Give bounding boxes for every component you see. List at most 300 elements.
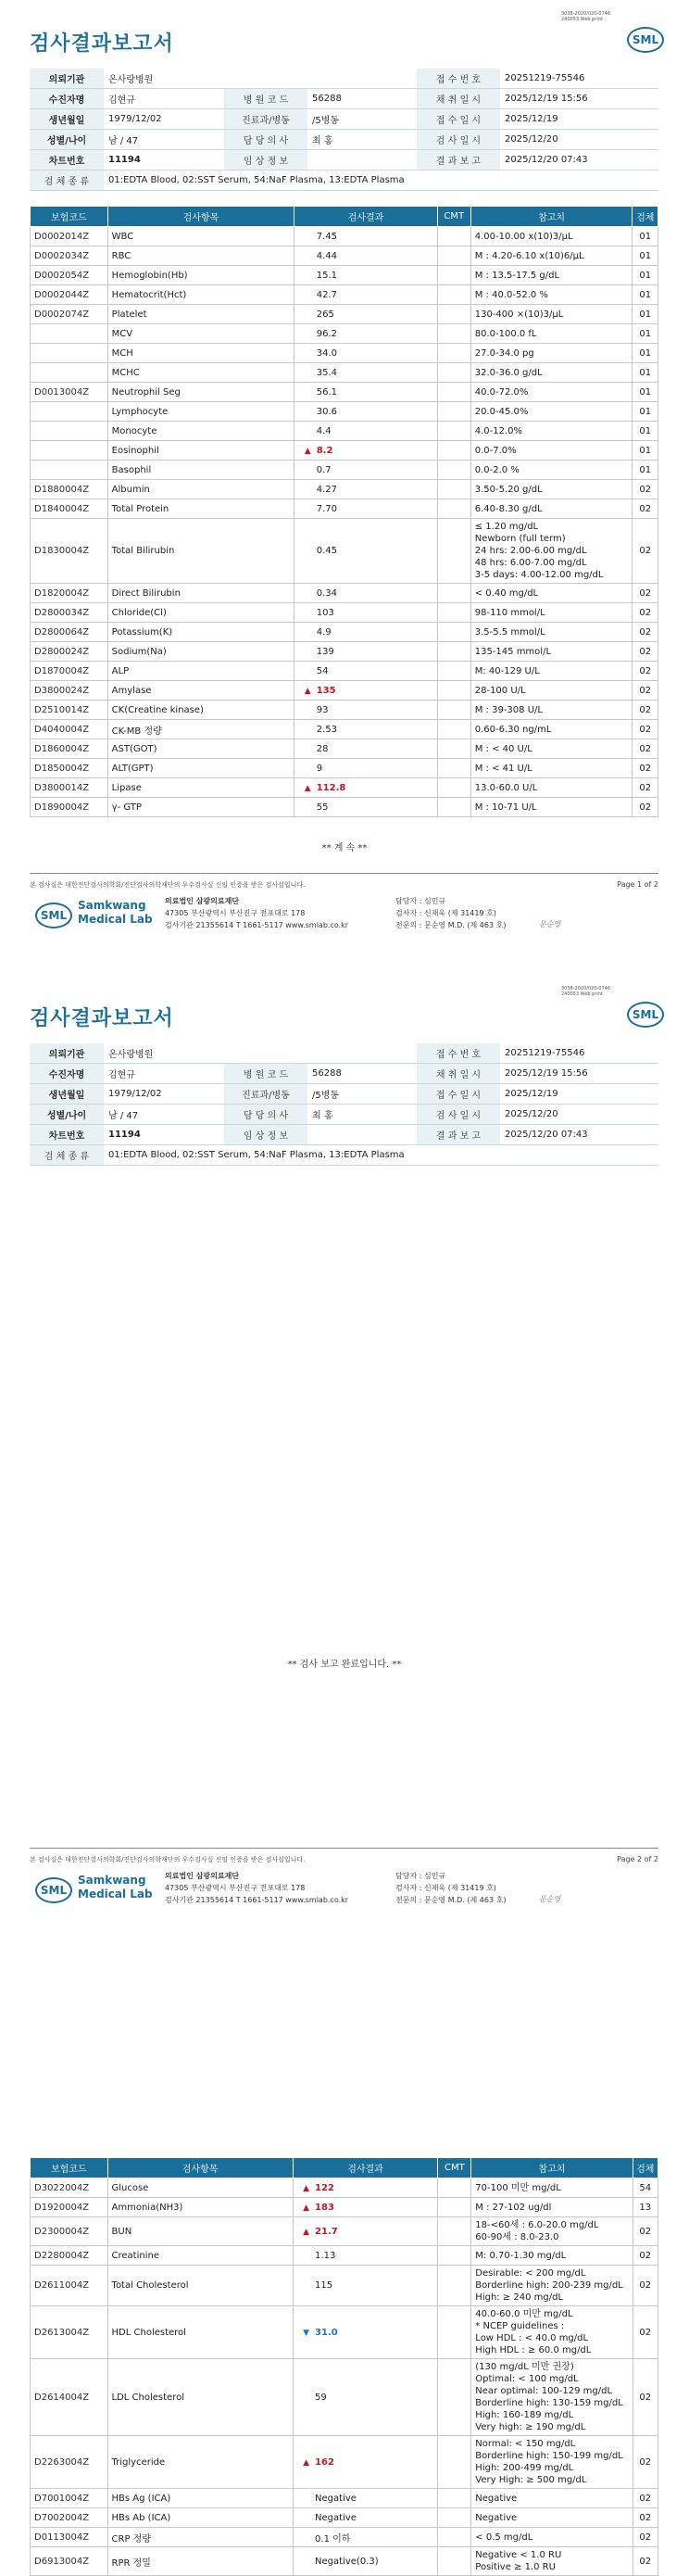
reference-line: Desirable: < 200 mg/dL [475, 2268, 586, 2279]
flag-cell [293, 2489, 311, 2508]
comment-cell [438, 2198, 471, 2217]
insurance-code: D2263004Z [31, 2436, 108, 2489]
table-row [31, 441, 658, 461]
specimen-code: 01 [633, 324, 658, 344]
reference-line: 3-5 days: 4.00-12.00 mg/dL [474, 570, 604, 580]
specimen-code: 02 [633, 2359, 658, 2436]
table-row [31, 305, 658, 324]
col-item: 검사항목 [107, 2158, 293, 2178]
sml-logo-footer: SML [35, 903, 72, 928]
test-result: 8.2 [313, 441, 437, 461]
label-hospital-code: 병 원 코 드 [224, 1064, 307, 1084]
reference-line: 6.40-8.30 g/dL [474, 503, 543, 514]
specimen-code: 01 [633, 266, 658, 285]
comment-cell [437, 662, 470, 681]
comment-cell [437, 324, 470, 344]
col-result: 검사결과 [293, 2158, 438, 2178]
footer-note: 본 검사실은 대한진단검사의학회/진단검사의학재단의 우수검사실 신임 인증을 받은 검사실입니다. [30, 1856, 306, 1863]
comment-cell [437, 441, 470, 461]
lab-name [78, 1874, 153, 1901]
insurance-code: D0002034Z [31, 246, 108, 266]
address: 47305 부산광역시 부산진구 전포대로 178 [165, 909, 306, 917]
reference-line: Very High: ≥ 500 mg/dL [475, 2475, 587, 2485]
triangle-up-icon: ▲ [303, 2203, 310, 2213]
test-result: 21.7 [311, 2217, 438, 2246]
label-specimen: 검 체 종 류 [30, 170, 104, 191]
value-requester: 온사랑병원 [104, 69, 417, 89]
results-header-row [31, 207, 658, 227]
table-row [31, 2266, 658, 2306]
insurance-code: D2613004Z [31, 2306, 108, 2359]
test-name: CRP 정량 [107, 2528, 293, 2547]
reference-range [471, 2306, 633, 2359]
specimen-code: 02 [633, 584, 658, 603]
value-specimen: 01:EDTA Blood, 02:SST Serum, 54:NaF Plasma, 13:EDTA Plasma [104, 1145, 658, 1166]
stamp-line: 240053 Web print [561, 991, 603, 997]
label-department: 진료과/병동 [224, 109, 307, 130]
test-name: Creatinine [107, 2246, 293, 2266]
value-doctor: 최 홍 [307, 130, 417, 150]
specimen-code: 01 [633, 461, 658, 480]
comment-cell [437, 246, 470, 266]
reference-line: Negative [475, 2493, 518, 2504]
reference-line: 4.0-12.0% [474, 425, 523, 436]
triangle-down-icon: ▼ [303, 2328, 310, 2338]
table-row [31, 584, 658, 603]
reference-range [471, 2359, 633, 2436]
specimen-code: 02 [633, 480, 658, 499]
comment-cell [437, 305, 470, 324]
reference-line: High: ≥ 240 mg/dL [475, 2292, 564, 2303]
specimen-code: 02 [633, 2217, 658, 2246]
test-result: 28 [313, 739, 437, 759]
test-name: Total Protein [107, 499, 294, 519]
comment-cell [437, 461, 470, 480]
reference-line: Negative < 1.0 RU [475, 2550, 562, 2560]
reference-range [470, 798, 633, 817]
reference-range [471, 2528, 633, 2547]
reference-range [470, 422, 633, 441]
value-report-time: 2025/12/20 07:43 [500, 150, 658, 170]
test-result: 30.6 [313, 402, 437, 422]
test-name: Neutrophil Seg [107, 383, 294, 402]
lab-name-line: Samkwang [78, 1874, 146, 1887]
table-row [31, 461, 658, 480]
test-name: Chloride(Cl) [107, 603, 294, 623]
org-name: 의료법인 삼광의료재단 [165, 897, 240, 905]
test-name: Potassium(K) [107, 623, 294, 642]
flag-cell [294, 246, 313, 266]
insurance-code: D1880004Z [31, 480, 108, 499]
specimen-code: 02 [633, 2489, 658, 2508]
reference-line: Positive ≥ 1.0 RU [475, 2562, 556, 2572]
stamp-line: 240053 Web print [561, 17, 603, 22]
specimen-code: 02 [633, 681, 658, 701]
flag-cell [294, 344, 313, 363]
test-result: 54 [313, 662, 437, 681]
table-row [31, 642, 658, 662]
signature: 문순영 [539, 920, 561, 928]
sml-logo-footer: SML [35, 1877, 72, 1903]
test-result: 0.34 [313, 584, 437, 603]
value-collect-time: 2025/12/19 15:56 [500, 1064, 658, 1084]
reference-line: M : 39-308 U/L [474, 704, 543, 715]
specimen-code: 02 [633, 2528, 658, 2547]
insurance-code: D0013004Z [31, 383, 108, 402]
triangle-up-icon: ▲ [303, 2457, 310, 2468]
test-name: Direct Bilirubin [107, 584, 294, 603]
flag-cell [294, 720, 313, 739]
flag-cell [294, 623, 313, 642]
table-row [31, 778, 658, 798]
reference-range [470, 701, 633, 720]
col-ref: 참고치 [470, 207, 633, 227]
reference-range [470, 720, 633, 739]
test-result: 265 [313, 305, 437, 324]
reference-line: Borderline high: 130-159 mg/dL [475, 2398, 623, 2408]
page-number: Page 2 of 2 [617, 1855, 658, 1863]
reference-line: M : 4.20-6.10 x(10)6/µL [474, 250, 584, 261]
label-collect-time: 채 취 일 시 [417, 1064, 500, 1084]
insurance-code: D2280004Z [31, 2246, 108, 2266]
flag-cell [293, 2547, 311, 2576]
specimen-code: 02 [633, 623, 658, 642]
comment-cell [437, 720, 470, 739]
col-cmt: CMT [437, 207, 470, 227]
comment-cell [437, 778, 470, 798]
triangle-up-icon: ▲ [304, 686, 311, 696]
reference-range [471, 2178, 633, 2198]
reference-line: 40.0-60.0 미만 mg/dL [475, 2309, 573, 2319]
test-name: Albumin [107, 480, 294, 499]
reference-line: 3.50-5.20 g/dL [474, 484, 543, 495]
test-result: 122 [311, 2178, 438, 2198]
comment-cell [437, 383, 470, 402]
high-flag-icon [293, 2178, 311, 2198]
test-name: γ- GTP [107, 798, 294, 817]
flag-cell [294, 461, 313, 480]
insurance-code: D0002044Z [31, 285, 108, 305]
test-result: 93 [313, 701, 437, 720]
comment-cell [438, 2266, 471, 2306]
comment-cell [438, 2178, 471, 2198]
specimen-code: 01 [633, 422, 658, 441]
label-sex-age: 성별/나이 [30, 130, 104, 150]
reference-range [470, 623, 633, 642]
results-table [30, 2157, 658, 2576]
test-name: RPR 정밀 [107, 2547, 293, 2576]
insurance-code: D1870004Z [31, 662, 108, 681]
table-row [31, 2508, 658, 2528]
insurance-code: D4040004Z [31, 720, 108, 739]
table-row [31, 402, 658, 422]
reference-range [470, 305, 633, 324]
table-row [31, 759, 658, 778]
table-row [31, 2306, 658, 2359]
table-row [31, 363, 658, 383]
reference-line: 130-400 ×(10)3/µL [474, 309, 564, 320]
comment-cell [438, 2359, 471, 2436]
comment-cell [437, 363, 470, 383]
reference-line: 48 hrs: 6.00-7.00 mg/dL [474, 558, 587, 568]
reference-range [470, 519, 633, 584]
table-row [31, 2489, 658, 2508]
insurance-code: D1830004Z [31, 519, 108, 584]
col-code: 보험코드 [31, 207, 108, 227]
table-row [31, 2178, 658, 2198]
contact: 검사기관 21355614 T 1661-5117 www.smlab.co.kr [165, 1896, 349, 1904]
patient-info-table [30, 69, 658, 191]
label-receipt-date: 접 수 일 시 [417, 1084, 500, 1105]
specimen-code: 02 [633, 778, 658, 798]
results-table [30, 206, 658, 817]
reference-range [470, 441, 633, 461]
value-sex-age: 남 / 47 [104, 1105, 224, 1125]
org-name: 의료법인 삼광의료재단 [165, 1872, 240, 1880]
test-name: MCHC [107, 363, 294, 383]
staff-line: 전문의 : 문순영 M.D. (제 463 호) [395, 921, 507, 929]
reference-line: 135-145 mmol/L [474, 646, 552, 657]
specimen-code: 01 [633, 227, 658, 246]
comment-cell [438, 2436, 471, 2489]
insurance-code: D1860004Z [31, 739, 108, 759]
value-receipt-no: 20251219-75546 [500, 1043, 658, 1064]
test-result: Negative [311, 2508, 438, 2528]
insurance-code: D3800024Z [31, 681, 108, 701]
table-row [31, 227, 658, 246]
footer-note: 본 검사실은 대한진단검사의학회/진단검사의학재단의 우수검사실 신임 인증을 받은 검사실입니다. [30, 881, 306, 889]
comment-cell [437, 227, 470, 246]
flag-cell [294, 759, 313, 778]
insurance-code: D0002074Z [31, 305, 108, 324]
value-requester: 온사랑병원 [104, 1043, 417, 1064]
insurance-code: D2611004Z [31, 2266, 108, 2306]
value-receipt-date: 2025/12/19 [500, 109, 658, 130]
col-specimen: 검체 [633, 2158, 658, 2178]
reference-range [470, 739, 633, 759]
signature: 문순영 [539, 1895, 561, 1903]
table-row [31, 798, 658, 817]
reference-line: M : 40.0-52.0 % [474, 289, 548, 300]
footer-divider [30, 1848, 658, 1849]
value-sex-age: 남 / 47 [104, 130, 224, 150]
value-department: /5병동 [307, 1084, 417, 1105]
reference-line: (130 mg/dL 미만 권장) [475, 2362, 574, 2372]
insurance-code: D7002004Z [31, 2508, 108, 2528]
test-name: Platelet [107, 305, 294, 324]
triangle-up-icon: ▲ [304, 783, 311, 793]
reference-line: High: 200-499 mg/dL [475, 2463, 574, 2473]
table-row [31, 2436, 658, 2489]
reference-range [470, 324, 633, 344]
comment-cell [438, 2246, 471, 2266]
label-receipt-date: 접 수 일 시 [417, 109, 500, 130]
test-result: 183 [311, 2198, 438, 2217]
flag-cell [293, 2266, 311, 2306]
comment-cell [438, 2217, 471, 2246]
test-result: 9 [313, 759, 437, 778]
label-department: 진료과/병동 [224, 1084, 307, 1105]
label-chart-no: 차트번호 [30, 1125, 104, 1145]
test-result: 59 [311, 2359, 438, 2436]
value-report-time: 2025/12/20 07:43 [500, 1125, 658, 1145]
test-result: 1.13 [311, 2246, 438, 2266]
test-result: 4.27 [313, 480, 437, 499]
value-patient-name: 김현규 [104, 1064, 224, 1084]
reference-line: Negative [475, 2512, 518, 2523]
page-number: Page 1 of 2 [617, 880, 658, 889]
test-result: 162 [311, 2436, 438, 2489]
patient-info-table [30, 1043, 658, 1166]
test-name: LDL Cholesterol [107, 2359, 293, 2436]
reference-line: 0.0-2.0 % [474, 464, 520, 475]
test-name: Hematocrit(Hct) [107, 285, 294, 305]
specimen-code: 01 [633, 402, 658, 422]
page-title: 검사결과보고서 [30, 1007, 174, 1030]
comment-cell [437, 344, 470, 363]
report-page-2 [0, 975, 689, 2572]
label-specimen: 검 체 종 류 [30, 1145, 104, 1166]
flag-cell [293, 2359, 311, 2436]
label-test-date: 검 사 일 시 [417, 1105, 500, 1125]
label-doctor: 담 당 의 사 [224, 1105, 307, 1125]
comment-cell [438, 2528, 471, 2547]
col-code: 보험코드 [31, 2158, 108, 2178]
reference-line: ≤ 1.20 mg/dL [474, 522, 539, 532]
reference-line: M : 10-71 U/L [474, 802, 537, 813]
flag-cell [294, 480, 313, 499]
specimen-code: 02 [633, 603, 658, 623]
reference-line: 13.0-60.0 U/L [474, 782, 538, 793]
col-ref: 참고치 [471, 2158, 633, 2178]
value-clinical-info [307, 1125, 417, 1145]
reference-line: 18-<60세 : 6.0-20.0 mg/dL [475, 2220, 599, 2230]
reference-line: High: 160-189 mg/dL [475, 2410, 574, 2420]
test-result: 4.9 [313, 623, 437, 642]
table-row [31, 324, 658, 344]
value-hospital-code: 56288 [307, 89, 417, 109]
high-flag-icon [293, 2198, 311, 2217]
reference-range [470, 480, 633, 499]
test-name: Eosinophil [107, 441, 294, 461]
reference-range [470, 461, 633, 480]
page-title: 검사결과보고서 [30, 32, 174, 56]
value-receipt-date: 2025/12/19 [500, 1084, 658, 1105]
specimen-code: 02 [633, 662, 658, 681]
test-result: 0.7 [313, 461, 437, 480]
label-receipt-no: 접 수 번 호 [417, 69, 500, 89]
reference-line: 32.0-36.0 g/dL [474, 367, 543, 378]
reference-line: Newborn (full term) [474, 534, 566, 544]
value-chart-no: 11194 [104, 150, 224, 170]
reference-range [470, 363, 633, 383]
test-name: HBs Ag (ICA) [107, 2489, 293, 2508]
footer-address [165, 1870, 348, 1906]
test-result: 96.2 [313, 324, 437, 344]
value-test-date: 2025/12/20 [500, 130, 658, 150]
insurance-code [31, 422, 108, 441]
comment-cell [438, 2489, 471, 2508]
test-result: 7.45 [313, 227, 437, 246]
comment-cell [437, 642, 470, 662]
test-name: MCH [107, 344, 294, 363]
table-row [31, 2547, 658, 2576]
reference-range [470, 662, 633, 681]
specimen-code: 02 [633, 642, 658, 662]
reference-range [470, 285, 633, 305]
test-result: 31.0 [311, 2306, 438, 2359]
value-department: /5병동 [307, 109, 417, 130]
table-row [31, 246, 658, 266]
insurance-code: D6913004Z [31, 2547, 108, 2576]
triangle-up-icon: ▲ [303, 2227, 310, 2237]
test-name: Total Bilirubin [107, 519, 294, 584]
reference-line: M : 27-102 ug/dl [475, 2202, 552, 2213]
table-row [31, 2217, 658, 2246]
flag-cell [294, 363, 313, 383]
specimen-code: 01 [633, 246, 658, 266]
specimen-code: 02 [633, 720, 658, 739]
specimen-code: 02 [633, 2266, 658, 2306]
insurance-code: D2614004Z [31, 2359, 108, 2436]
comment-cell [437, 584, 470, 603]
complete-text: ** 검사 보고 완료입니다. ** [287, 1660, 402, 1670]
test-result: 34.0 [313, 344, 437, 363]
reference-line: Very high: ≥ 190 mg/dL [475, 2422, 586, 2432]
flag-cell [293, 2528, 311, 2547]
specimen-code: 02 [633, 519, 658, 584]
specimen-code: 01 [633, 383, 658, 402]
table-row [31, 2359, 658, 2436]
test-name: Basophil [107, 461, 294, 480]
col-item: 검사항목 [107, 207, 294, 227]
insurance-code: D2800034Z [31, 603, 108, 623]
table-row [31, 603, 658, 623]
sml-logo: SML [627, 27, 664, 53]
col-result: 검사결과 [294, 207, 437, 227]
test-result: 2.53 [313, 720, 437, 739]
staff-line: 검사자 : 신재욱 (제 31419 호) [395, 1884, 496, 1892]
reference-range [471, 2489, 633, 2508]
table-row [31, 499, 658, 519]
test-result: 4.4 [313, 422, 437, 441]
footer-staff [395, 1870, 506, 1906]
insurance-code: D3022004Z [31, 2178, 108, 2198]
value-specimen: 01:EDTA Blood, 02:SST Serum, 54:NaF Plasma, 13:EDTA Plasma [104, 170, 658, 191]
specimen-code: 02 [633, 2436, 658, 2489]
reference-range [470, 603, 633, 623]
value-hospital-code: 56288 [307, 1064, 417, 1084]
reference-range [471, 2436, 633, 2489]
reference-range [470, 227, 633, 246]
test-result: 135 [313, 681, 437, 701]
address: 47305 부산광역시 부산진구 전포대로 178 [165, 1884, 306, 1892]
table-row [31, 2528, 658, 2547]
test-name: AST(GOT) [107, 739, 294, 759]
table-row [31, 662, 658, 681]
triangle-up-icon: ▲ [303, 2183, 310, 2193]
flag-cell [294, 402, 313, 422]
comment-cell [437, 266, 470, 285]
label-receipt-no: 접 수 번 호 [417, 1043, 500, 1064]
table-row [31, 266, 658, 285]
specimen-code: 02 [633, 798, 658, 817]
test-name: HBs Ab (ICA) [107, 2508, 293, 2528]
reference-range [470, 642, 633, 662]
test-name: Amylase [107, 681, 294, 701]
insurance-code: D0002054Z [31, 266, 108, 285]
comment-cell [438, 2306, 471, 2359]
